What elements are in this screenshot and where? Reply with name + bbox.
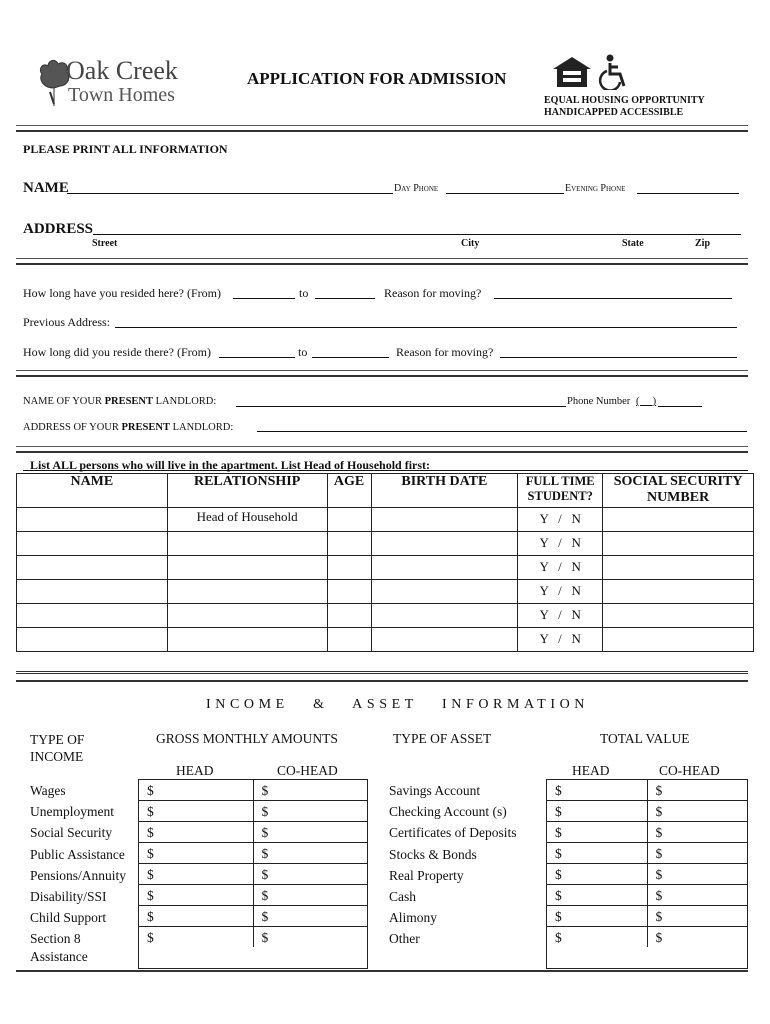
list-item: Real Property bbox=[389, 867, 464, 883]
divider bbox=[16, 671, 748, 682]
income-head-label: HEAD bbox=[176, 763, 214, 778]
name-cell[interactable] bbox=[17, 508, 168, 532]
list-item: Certificates of Deposits bbox=[389, 825, 517, 841]
logo-text-2: Town Homes bbox=[68, 84, 175, 106]
table-row bbox=[17, 604, 754, 628]
print-all-notice: PLEASE PRINT ALL INFORMATION bbox=[23, 142, 228, 156]
income-cohead-label: CO-HEAD bbox=[277, 763, 338, 778]
asset-values-box bbox=[546, 779, 748, 969]
col-student: FULL TIME STUDENT? bbox=[518, 474, 603, 508]
col-ssn: SOCIAL SECURITY NUMBER bbox=[603, 474, 754, 508]
landlord-address-field[interactable] bbox=[257, 431, 747, 432]
bottom-rule bbox=[16, 970, 748, 972]
asset-cohead-label: CO-HEAD bbox=[659, 763, 720, 778]
table-row[interactable]: $ $ bbox=[139, 885, 367, 906]
income-title: INCOME & ASSET INFORMATION bbox=[206, 697, 590, 712]
table-row bbox=[17, 508, 754, 532]
reside-there-to-field[interactable] bbox=[312, 357, 389, 358]
col-age: AGE bbox=[327, 474, 371, 508]
list-item: Pensions/Annuity bbox=[30, 867, 127, 883]
resided-from-field[interactable] bbox=[233, 298, 295, 299]
student-cell[interactable]: Y / N bbox=[518, 628, 603, 652]
gross-label: GROSS MONTHLY AMOUNTS bbox=[156, 731, 338, 746]
divider bbox=[16, 258, 748, 265]
table-row[interactable]: $ $ bbox=[547, 906, 747, 927]
asset-head-label: HEAD bbox=[572, 763, 610, 778]
resided-from-label: How long have you resided here? (From) bbox=[23, 286, 221, 300]
resided-to-field[interactable] bbox=[315, 298, 375, 299]
income-types-list bbox=[30, 780, 126, 966]
table-row[interactable]: $ $ bbox=[139, 843, 367, 864]
logo-text-1: Oak Creek bbox=[66, 56, 178, 85]
type-asset-label: TYPE OF ASSET bbox=[393, 731, 492, 746]
table-row bbox=[17, 556, 754, 580]
table-row[interactable]: $ $ bbox=[139, 801, 367, 822]
table-row[interactable]: $ $ bbox=[547, 780, 747, 801]
income-amounts-box bbox=[138, 779, 368, 969]
table-row[interactable]: $ $ bbox=[547, 843, 747, 864]
table-row[interactable]: $ $ bbox=[547, 864, 747, 885]
zip-label: Zip bbox=[695, 238, 711, 249]
birth-date-cell[interactable] bbox=[371, 508, 518, 532]
col-relationship: RELATIONSHIP bbox=[167, 474, 327, 508]
table-row[interactable]: $ $ bbox=[547, 885, 747, 906]
reside-there-from-field[interactable] bbox=[219, 357, 295, 358]
landlord-phone-label: Phone Number bbox=[567, 396, 631, 407]
table-row[interactable]: $ $ bbox=[139, 906, 367, 927]
evening-phone-field[interactable] bbox=[637, 193, 739, 194]
list-item: Child Support bbox=[30, 910, 107, 926]
reason-field[interactable] bbox=[494, 298, 732, 299]
student-cell[interactable]: Y / N bbox=[518, 580, 603, 604]
table-row[interactable]: $ $ bbox=[547, 822, 747, 843]
street-label: Street bbox=[92, 238, 118, 249]
list-item: Checking Account (s) bbox=[389, 804, 507, 820]
eho-text: EQUAL HOUSING OPPORTUNITY bbox=[544, 95, 705, 106]
name-label: NAME bbox=[23, 180, 69, 196]
landlord-phone-field[interactable] bbox=[658, 406, 702, 407]
reason-label-2: Reason for moving? bbox=[396, 345, 494, 359]
city-label: City bbox=[461, 238, 480, 249]
student-cell[interactable]: Y / N bbox=[518, 532, 603, 556]
table-header-row bbox=[17, 474, 754, 508]
table-row[interactable]: $ $ bbox=[139, 927, 367, 947]
day-phone-field[interactable] bbox=[446, 193, 564, 194]
relationship-cell: Head of Household bbox=[167, 508, 327, 532]
ssn-cell[interactable] bbox=[603, 508, 754, 532]
reside-there-label: How long did you reside there? (From) bbox=[23, 345, 211, 359]
age-cell[interactable] bbox=[327, 508, 371, 532]
household-caption: List ALL persons who will live in the apartment. List Head of Household first: bbox=[30, 458, 431, 472]
table-row[interactable]: $ $ bbox=[139, 780, 367, 801]
list-item: Assistance bbox=[30, 948, 88, 964]
ha-text: HANDICAPPED ACCESSIBLE bbox=[544, 107, 684, 118]
asset-types-list bbox=[389, 780, 516, 950]
divider bbox=[16, 370, 748, 377]
previous-address-label: Previous Address: bbox=[23, 315, 110, 329]
col-birth-date: BIRTH DATE bbox=[371, 474, 518, 508]
divider bbox=[16, 446, 748, 453]
evening-phone-label: Evening Phone bbox=[565, 183, 626, 194]
address-field[interactable] bbox=[93, 234, 741, 235]
list-item: Cash bbox=[389, 888, 416, 904]
student-cell[interactable]: Y / N bbox=[518, 556, 603, 580]
list-item: Unemployment bbox=[30, 804, 114, 820]
address-label: ADDRESS bbox=[23, 221, 94, 237]
household-table bbox=[16, 473, 754, 652]
wheelchair-icon bbox=[598, 54, 632, 90]
previous-address-field[interactable] bbox=[115, 327, 737, 328]
list-item: Wages bbox=[30, 783, 66, 798]
landlord-address-label: ADDRESS OF YOUR PRESENT LANDLORD: bbox=[23, 422, 234, 433]
caption-underline bbox=[23, 470, 748, 471]
list-item: Stocks & Bonds bbox=[389, 846, 477, 862]
table-row bbox=[17, 532, 754, 556]
list-item: Section 8 bbox=[30, 931, 81, 947]
table-row bbox=[17, 580, 754, 604]
landlord-name-field[interactable] bbox=[236, 406, 566, 407]
table-row[interactable]: $ $ bbox=[139, 864, 367, 885]
table-row bbox=[17, 628, 754, 652]
landlord-phone-paren: ( ) bbox=[636, 396, 657, 407]
day-phone-label: Day Phone bbox=[394, 183, 439, 194]
reason-field-2[interactable] bbox=[500, 357, 737, 358]
list-item: Public Assistance bbox=[30, 846, 125, 862]
list-item: Disability/SSI bbox=[30, 888, 107, 904]
student-cell[interactable]: Y / N bbox=[518, 604, 603, 628]
equal-housing-icon bbox=[551, 55, 593, 89]
divider bbox=[16, 125, 748, 132]
table-row[interactable]: $ $ bbox=[547, 927, 747, 947]
col-name: NAME bbox=[17, 474, 168, 508]
landlord-name-label: NAME OF YOUR PRESENT LANDLORD: bbox=[23, 396, 217, 407]
logo bbox=[36, 58, 206, 108]
page-title: APPLICATION FOR ADMISSION bbox=[247, 69, 507, 88]
to-label-2: to bbox=[298, 345, 308, 359]
to-label: to bbox=[299, 286, 309, 300]
table-row[interactable]: $ $ bbox=[139, 822, 367, 843]
student-cell[interactable]: Y / N bbox=[518, 508, 603, 532]
list-item: Alimony bbox=[389, 910, 438, 926]
type-of-income-label: TYPE OF INCOME bbox=[30, 732, 85, 764]
list-item: Savings Account bbox=[389, 783, 481, 798]
reason-label: Reason for moving? bbox=[384, 286, 482, 300]
total-value-label: TOTAL VALUE bbox=[600, 731, 690, 746]
name-field[interactable] bbox=[67, 193, 393, 194]
list-item: Other bbox=[389, 931, 420, 947]
list-item: Social Security bbox=[30, 825, 113, 841]
table-row[interactable]: $ $ bbox=[547, 801, 747, 822]
state-label: State bbox=[622, 238, 644, 249]
